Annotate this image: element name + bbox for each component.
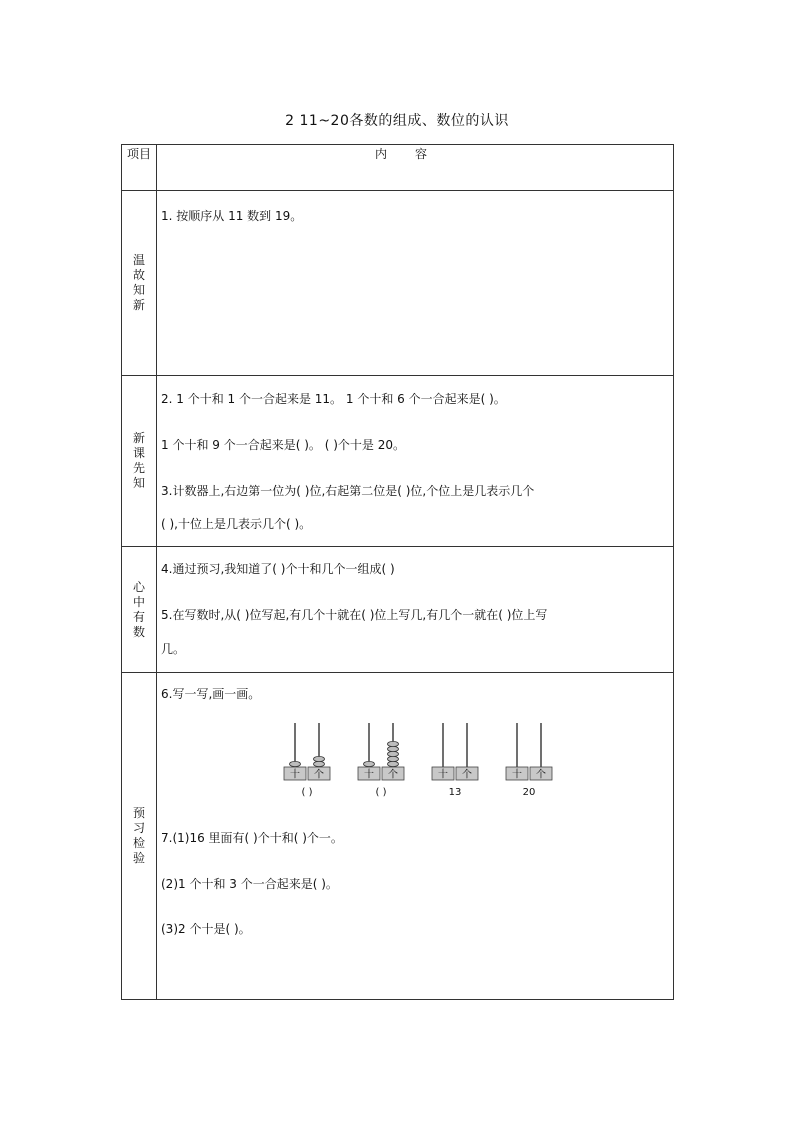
question-line: 3.计数器上,右边第一位为( )位,右起第二位是( )位,个位上是几表示几个 [161,484,535,498]
question-line: 1 个十和 9 个一合起来是( )。 ( )个十是 20。 [161,438,405,452]
abacus-figure [357,721,417,801]
preview-table [121,144,674,1000]
section-row-mind [122,547,674,673]
question-line: (2)1 个十和 3 个一合起来是( )。 [161,877,338,891]
section-content [157,191,674,376]
question-line: (3)2 个十是( )。 [161,922,251,936]
abacus-caption: 13 [448,787,462,798]
abacus-ones-label: 个 [388,769,398,781]
abacus-caption: ( ) [301,787,313,798]
header-content-label: 内容 [157,145,674,191]
abacus-bead [314,756,325,761]
section-label-cell [122,547,157,673]
section-content [157,376,674,547]
abacus-bead [290,761,301,766]
section-label: 新课先知 [132,431,145,490]
abacus-tens-label: 十 [290,769,300,781]
question-line: 几。 [161,642,186,656]
question-line: 7.(1)16 里面有( )个十和( )个一。 [161,831,343,845]
abacus-tens-label: 十 [438,769,448,781]
question-line: 2. 1 个十和 1 个一合起来是 11。 1 个十和 6 个一合起来是( )。 [161,392,506,406]
abacus-tens-label: 十 [512,769,522,781]
question-line: 5.在写数时,从( )位写起,有几个十就在( )位上写几,有几个一就在( )位上写 [161,608,548,622]
section-content [157,547,674,673]
abacus-figure [283,721,343,801]
question-line: 1. 按顺序从 11 数到 19。 [161,209,303,223]
abacus-bead [314,761,325,766]
section-label: 心中有数 [132,579,145,639]
abacus-ones-label: 个 [314,769,324,781]
abacus-figure [431,721,491,801]
abacus-figure [505,721,565,801]
question-line: 4.通过预习,我知道了( )个十和几个一组成( ) [161,562,395,576]
header-item-label: 项目 [122,145,157,191]
question-line: ( ),十位上是几表示几个( )。 [161,517,312,531]
section-label-cell [122,376,157,547]
abacus-caption: 20 [522,787,536,798]
section-label-cell [122,673,157,1000]
section-row-check [122,673,674,1000]
section-label: 预习检验 [132,806,145,865]
section-label: 温故知新 [132,253,145,312]
abacus-caption: ( ) [375,787,387,798]
section-row-new-lesson [122,376,674,547]
abacus-bead [388,746,399,751]
abacus-bead [364,761,375,766]
abacus-ones-label: 个 [462,769,472,781]
abacus-bead [388,741,399,746]
table-header-row [122,145,674,191]
abacus-tens-label: 十 [364,769,374,781]
question-line: 6.写一写,画一画。 [161,687,261,701]
section-content [157,673,674,1000]
abacus-bead [388,761,399,766]
abacus-ones-label: 个 [536,769,546,781]
abacus-bead [388,756,399,761]
section-label-cell [122,191,157,376]
abacus-bead [388,751,399,756]
page-title: 2 11~20各数的组成、数位的认识 [285,113,509,129]
section-row-review [122,191,674,376]
